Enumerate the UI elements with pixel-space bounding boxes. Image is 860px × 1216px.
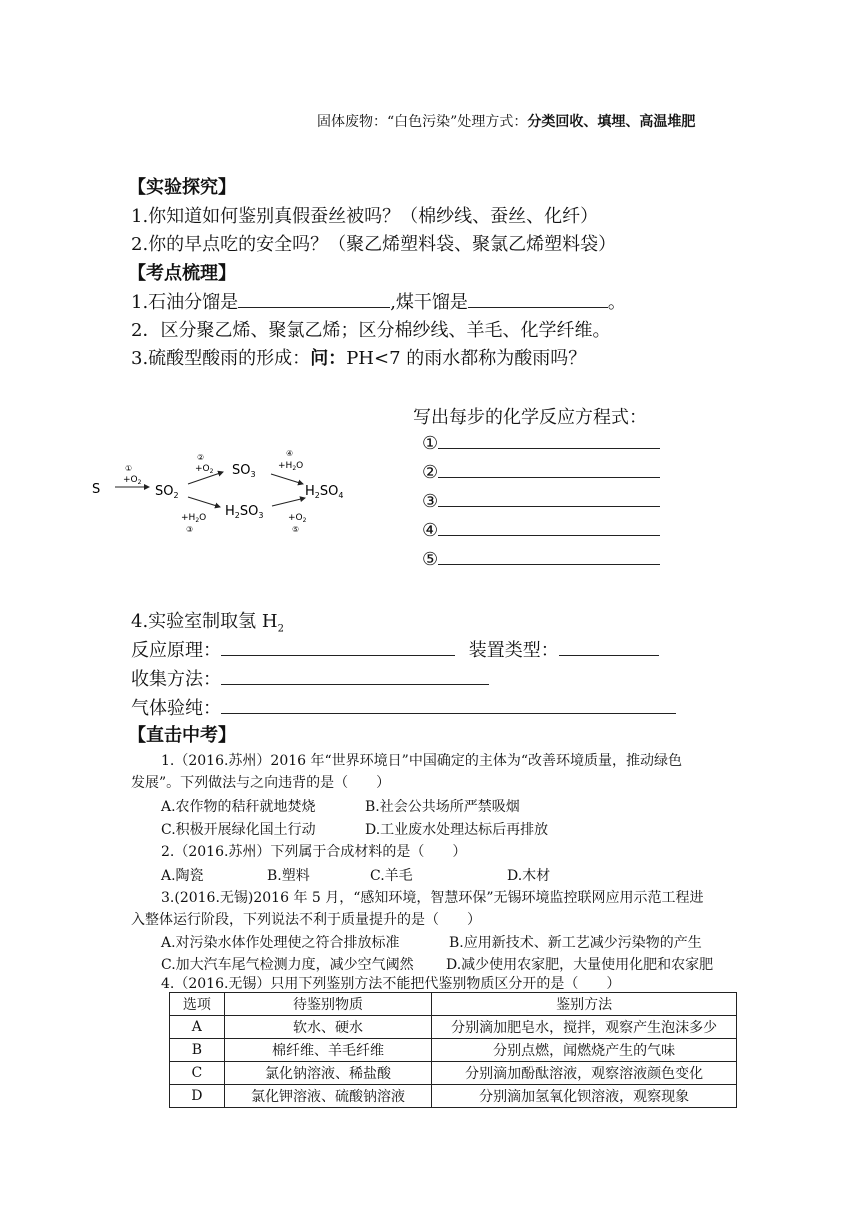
question-3-line-1: 3.(2016.无锡)2016 年 5 月，“感知环境，智慧环保”无锡环境监控联网应用示范工程进: [161, 890, 704, 906]
sulfur-acid-rain-diagram: [85, 440, 365, 540]
point-2: 2．区分聚乙烯、聚氯乙烯；区分棉纱线、羊毛、化学纤维。: [131, 320, 611, 341]
q1-option-d[interactable]: D.工业废水处理达标后再排放: [365, 822, 549, 838]
table-row: [170, 1062, 737, 1085]
step-mark-2: ②: [197, 453, 205, 462]
hydrogen-collect-label: 收集方法：: [131, 669, 221, 690]
point-1-end: 。: [607, 292, 626, 313]
reagent-o2-5: $+O_2$: [288, 513, 307, 524]
reagent-h2o-3: $+H_2O$: [181, 513, 207, 524]
device-blank[interactable]: [559, 639, 659, 656]
equation-blank-2[interactable]: [438, 461, 660, 478]
table-cell: B: [170, 1039, 225, 1062]
equation-blank-5[interactable]: [438, 548, 660, 565]
table-cell: 分别点燃，闻燃烧产生的气味: [432, 1039, 737, 1062]
species-so2: $SO_2$: [155, 484, 179, 500]
arrow-h2so3-h2so4: [272, 498, 305, 506]
table-header-row: [170, 993, 737, 1016]
principle-blank[interactable]: [221, 639, 455, 656]
species-h2so3: $H_2SO_3$: [225, 504, 264, 520]
table-cell: 分别滴加酚酞溶液，观察溶液颜色变化: [432, 1062, 737, 1085]
header-note-prefix: 固体废物：“白色污染”处理方式：: [317, 114, 528, 130]
question-2: 2.（2016.苏州）下列属于合成材料的是（ ）: [161, 844, 467, 860]
equation-blank-3[interactable]: [438, 490, 660, 507]
experiment-item-1: 1.你知道如何鉴别真假蚕丝被吗？（棉纱线、蚕丝、化纤）: [131, 206, 599, 227]
purity-blank[interactable]: [221, 697, 676, 714]
q3-option-c[interactable]: C.加大汽车尾气检测力度，减少空气阈然: [161, 957, 414, 973]
equation-line-3[interactable]: [422, 490, 660, 512]
q2-option-b[interactable]: B.塑料: [267, 868, 310, 884]
species-s: S: [92, 482, 101, 497]
table-row: [170, 1039, 737, 1062]
q3-option-d[interactable]: D.减少使用农家肥，大量使用化肥和农家肥: [446, 957, 714, 973]
table-cell: 氯化钾溶液、硫酸钠溶液: [224, 1085, 432, 1108]
blank-coal[interactable]: [468, 291, 608, 308]
point-3-a: 3.硫酸型酸雨的形成：: [131, 348, 311, 369]
hydrogen-title-text: 4.实验室制取氢 H: [131, 611, 278, 632]
table-cell: 氯化钠溶液、稀盐酸: [224, 1062, 432, 1085]
equation-line-4[interactable]: [422, 519, 660, 541]
table-header-method: 鉴别方法: [432, 993, 737, 1016]
hydrogen-principle-label: 反应原理：: [131, 640, 221, 661]
equation-mark-5: ⑤: [422, 549, 439, 570]
equation-blank-4[interactable]: [438, 519, 660, 536]
point-1-b: ,煤干馏是: [390, 292, 468, 313]
table-row: [170, 1016, 737, 1039]
hydrogen-purity-row: [131, 694, 676, 720]
question-4: 4.（2016.无锡）只用下列鉴别方法不能把代鉴别物质区分开的是（ ）: [161, 976, 621, 992]
reagent-o2-1: $+O_2$: [123, 475, 142, 486]
question-1-line-2: 发展”。下列做法与之向违背的是（ ）: [131, 775, 391, 791]
section-experiment: 【实验探究】: [128, 177, 236, 198]
equation-line-1[interactable]: [422, 432, 660, 454]
identification-table: [169, 992, 737, 1108]
hydrogen-purity-label: 气体验纯：: [131, 698, 221, 719]
step-mark-5: ⑤: [292, 525, 300, 534]
q1-option-b[interactable]: B.社会公共场所严禁吸烟: [365, 799, 520, 815]
species-so3: $SO_3$: [232, 463, 256, 479]
equation-blank-1[interactable]: [438, 432, 660, 449]
table-row: [170, 1085, 737, 1108]
equation-mark-4: ④: [422, 520, 439, 541]
q3-option-b[interactable]: B.应用新技术、新工艺减少污染物的产生: [449, 935, 702, 951]
question-3-line-2: 入整体运行阶段，下列说法不利于质量提升的是（ ）: [131, 912, 481, 928]
hydrogen-title: [131, 607, 284, 635]
equation-mark-3: ③: [422, 491, 439, 512]
equation-mark-2: ②: [422, 462, 439, 483]
step-mark-3: ③: [186, 525, 194, 534]
hydrogen-device-label: 装置类型：: [468, 640, 559, 661]
step-mark-1: ①: [125, 464, 133, 473]
question-1-line-1: 1.（2016.苏州）2016 年“世界环境日”中国确定的主体为“改善环境质量，推动绿色: [161, 753, 682, 769]
table-header-option: 选项: [170, 993, 225, 1016]
q3-option-a[interactable]: A.对污染水体作处理使之符合排放标准: [161, 935, 400, 951]
collect-blank[interactable]: [221, 668, 489, 685]
point-3: [131, 344, 586, 370]
table-cell: C: [170, 1062, 225, 1085]
arrow-so2-h2so3: [188, 497, 220, 507]
q1-option-c[interactable]: C.积极开展绿化国土行动: [161, 822, 316, 838]
point-3-b: 问：: [310, 348, 347, 369]
table-cell: 分别滴加肥皂水，搅拌，观察产生泡沫多少: [432, 1016, 737, 1039]
table-cell: 软水、硬水: [224, 1016, 432, 1039]
reagent-o2-2: $+O_2$: [195, 464, 214, 475]
hydrogen-title-sub: 2: [277, 623, 284, 635]
point-3-c: PH<7 的雨水都称为酸雨吗？: [346, 348, 587, 369]
q2-option-c[interactable]: C.羊毛: [370, 868, 413, 884]
q2-option-d[interactable]: D.木材: [507, 868, 551, 884]
point-1-a: 1.石油分馏是: [131, 292, 239, 313]
header-note-bold: 分类回收、填埋、高温堆肥: [527, 114, 696, 130]
q1-option-a[interactable]: A.农作物的秸秆就地焚烧: [161, 799, 316, 815]
table-cell: A: [170, 1016, 225, 1039]
table-cell: 棉纤维、羊毛纤维: [224, 1039, 432, 1062]
point-1: [131, 288, 626, 314]
hydrogen-collect-row: [131, 665, 489, 691]
section-exam: 【直击中考】: [128, 725, 236, 746]
table-header-substances: 待鉴别物质: [224, 993, 432, 1016]
reagent-h2o-4: $+H_2O$: [278, 461, 304, 472]
section-points: 【考点梳理】: [128, 263, 236, 284]
hydrogen-principle-row: [131, 636, 659, 662]
q2-option-a[interactable]: A.陶瓷: [161, 868, 204, 884]
arrow-so3-h2so4: [271, 474, 303, 484]
equation-mark-1: ①: [422, 433, 439, 454]
table-cell: D: [170, 1085, 225, 1108]
header-note: [317, 111, 695, 131]
species-h2so4: $H_2SO_4$: [305, 484, 344, 500]
step-mark-4: ④: [286, 449, 294, 458]
equation-line-5[interactable]: [422, 548, 660, 570]
table-cell: 分别滴加氢氧化钡溶液，观察现象: [432, 1085, 737, 1108]
experiment-item-2: 2.你的早点吃的安全吗？（聚乙烯塑料袋、聚氯乙烯塑料袋）: [131, 234, 617, 255]
blank-petroleum[interactable]: [238, 291, 390, 308]
equation-line-2[interactable]: [422, 461, 660, 483]
equations-title: 写出每步的化学反应方程式：: [413, 407, 647, 428]
